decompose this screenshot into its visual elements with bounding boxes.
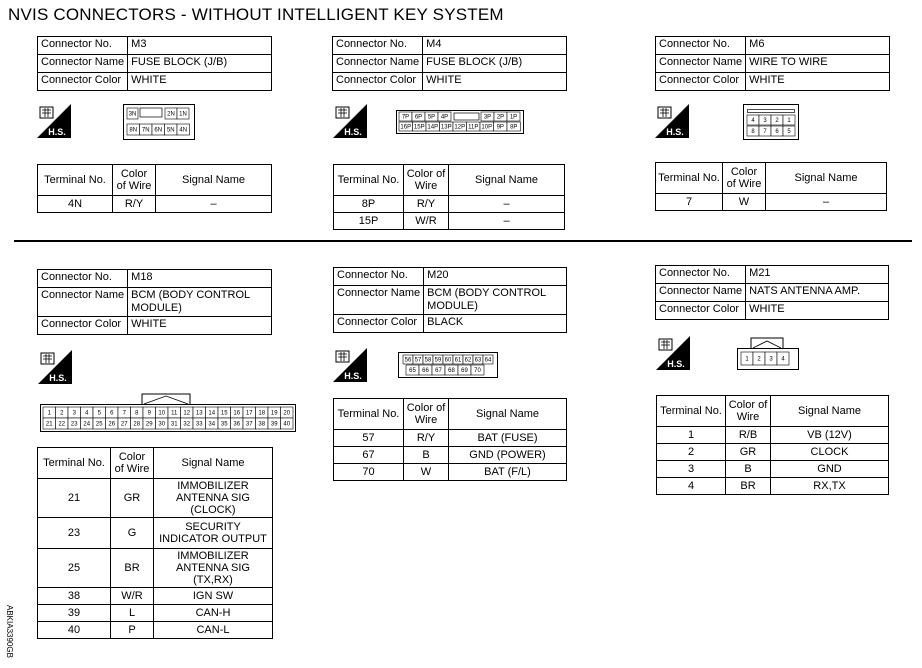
pin-label: 2 [775,118,779,125]
pin-label: 23 [70,421,78,428]
signal-name-cell: – [449,213,565,230]
pin-label: 35 [220,421,228,428]
pin-label: 8 [751,129,755,136]
pin-label: 2N [167,111,175,118]
svg-text:H.S.: H.S. [49,373,67,383]
connector-name-value: NATS ANTENNA AMP. [746,284,889,302]
pin-label: 8P [510,124,518,131]
connector-m21 [655,265,889,320]
table-row [657,478,889,495]
terminal-no-cell: 4N [38,196,113,213]
pin-label: 7P [401,114,410,121]
connector-name-value: WIRE TO WIRE [746,55,890,73]
pin-label: 3 [72,410,76,417]
connector-no-value: M6 [746,37,890,55]
pin-label: 7N [141,127,150,134]
pin-label: 38 [258,421,266,428]
connector-face-m3 [123,104,195,140]
connector-color-label: Connector Color [38,317,128,335]
pin-label: 26 [108,421,116,428]
terminal-no-header: Terminal No. [38,448,111,479]
connector-no-label: Connector No. [38,270,128,288]
signal-name-cell: BAT (FUSE) [449,430,567,447]
connector-no-value: M4 [423,37,567,55]
table-row [334,447,567,464]
signal-name-cell: GND (POWER) [449,447,567,464]
signal-name-cell: CAN-H [154,605,273,622]
terminal-no-cell: 25 [38,549,111,588]
pin-label: 7 [763,129,767,136]
terminal-no-cell: 8P [334,196,404,213]
table-row [657,444,889,461]
connector-no-value: M20 [424,268,567,286]
connector-color-label: Connector Color [656,302,746,320]
connector-color-value: WHITE [746,302,889,320]
wire-color-cell: B [404,447,449,464]
wire-color-cell: P [111,622,154,639]
connector-no-label: Connector No. [656,266,746,284]
pin-label: 32 [183,421,191,428]
pin-label: 59 [434,357,442,364]
connector-face-m18 [40,391,296,433]
pin-label: 6 [775,129,779,136]
pin-label: 11 [171,410,178,417]
pin-label: 13 [195,410,203,417]
connector-face-m4 [396,110,524,134]
connector-color-label: Connector Color [334,315,424,333]
terminal-no-cell: 15P [334,213,404,230]
table-row [38,196,272,213]
pin-label: 20 [283,410,291,417]
pin-label: 64 [484,357,492,364]
pin-label: 2 [757,356,761,363]
pin-label: 15 [220,410,228,417]
pin-label: 57 [414,357,422,364]
connector-m3 [37,36,272,91]
connector-face-m20 [398,352,498,378]
wire-color-cell: GR [726,444,771,461]
terminal-no-cell: 70 [334,464,404,481]
connector-color-value: WHITE [128,73,272,91]
pin-label: 14P [427,124,439,131]
table-row [657,461,889,478]
terminal-no-cell: 23 [38,518,111,549]
signal-name-cell: – [766,194,887,211]
signal-name-cell: CAN-L [154,622,273,639]
pin-label: 18 [258,410,266,417]
terminal-no-cell: 3 [657,461,726,478]
signal-name-header: Signal Name [449,165,565,196]
signal-table-m6 [655,162,887,211]
signal-name-header: Signal Name [154,448,273,479]
terminal-no-cell: 40 [38,622,111,639]
pin-label: 17 [245,410,253,417]
pin-label: 69 [461,368,468,375]
signal-name-cell: VB (12V) [771,427,889,444]
signal-name-cell: – [449,196,565,213]
table-row [38,605,273,622]
pin-label: 10P [481,124,493,131]
wire-color-cell: W [723,194,766,211]
pin-label: 1 [745,356,749,363]
pin-label: 6 [110,410,114,417]
signal-table-m4 [333,164,565,230]
pin-label: 28 [133,421,141,428]
table-row [334,464,567,481]
pin-label: 6N [154,127,163,134]
connector-name-value: FUSE BLOCK (J/B) [423,55,567,73]
pin-label: 4P [440,114,449,121]
hs-harness-side-icon [38,350,72,384]
section-divider [14,240,912,242]
signal-name-header: Signal Name [771,396,889,427]
pin-label: 68 [448,368,455,375]
connector-m18 [37,269,272,335]
signal-name-cell: BAT (F/L) [449,464,567,481]
wire-color-cell: R/Y [404,430,449,447]
wire-color-cell: B [726,461,771,478]
signal-name-cell: SECURITY INDICATOR OUTPUT [154,518,273,549]
connector-name-label: Connector Name [656,284,746,302]
pin-label: 22 [58,421,66,428]
signal-name-cell: IMMOBILIZER ANTENNA SIG (CLOCK) [154,479,273,518]
connector-no-value: M3 [128,37,272,55]
terminal-no-cell: 1 [657,427,726,444]
table-row [38,518,273,549]
color-of-wire-header: Color of Wire [723,163,766,194]
pin-label: 67 [435,368,442,375]
connector-color-label: Connector Color [38,73,128,91]
pin-label: 8 [135,410,139,417]
wire-color-cell: W [404,464,449,481]
pin-label: 2 [60,410,64,417]
hs-harness-side-icon [655,104,689,138]
svg-text:H.S.: H.S. [667,359,685,369]
pin-label: 30 [158,421,166,428]
table-row [656,194,887,211]
pin-label: 39 [270,421,278,428]
table-row [38,622,273,639]
hs-harness-side-icon [37,104,71,138]
connector-name-label: Connector Name [333,55,423,73]
connector-face-m6 [743,104,799,140]
signal-name-cell: RX,TX [771,478,889,495]
pin-label: 61 [454,357,462,364]
pin-label: 6P [414,114,423,121]
wire-color-cell: W/R [404,213,449,230]
connector-no-value: M21 [746,266,889,284]
terminal-no-cell: 39 [38,605,111,622]
pin-label: 21 [45,421,53,428]
pin-label: 29 [145,421,153,428]
pin-label: 16 [233,410,241,417]
pin-label: 4N [179,127,188,134]
wire-color-cell: R/Y [113,196,156,213]
connector-no-label: Connector No. [334,268,424,286]
pin-label: 9 [147,410,151,417]
terminal-no-cell: 4 [657,478,726,495]
pin-label: 15P [413,124,425,131]
pin-label: 36 [233,421,241,428]
pin-label: 4 [751,118,755,125]
color-of-wire-header: Color of Wire [111,448,154,479]
pin-label: 70 [474,368,481,375]
pin-label: 9P [496,124,504,131]
pin-label: 34 [208,421,216,428]
table-row [38,588,273,605]
pin-label: 12 [183,410,191,417]
wire-color-cell: BR [111,549,154,588]
pin-label: 31 [170,421,178,428]
pin-label: 3P [483,114,492,121]
pin-label: 33 [195,421,203,428]
signal-table-m18 [37,447,273,639]
table-row [38,479,273,518]
pin-label: 10 [158,410,166,417]
pin-label: 65 [409,368,416,375]
pin-label: 60 [444,357,452,364]
connector-name-label: Connector Name [334,286,424,315]
pin-label: 63 [474,357,482,364]
pin-label: 13P [440,124,452,131]
connector-color-value: WHITE [423,73,567,91]
table-row [334,213,565,230]
pin-label: 4 [781,356,785,363]
pin-label: 14 [208,410,216,417]
signal-name-header: Signal Name [156,165,272,196]
table-row [334,196,565,213]
connector-name-label: Connector Name [38,55,128,73]
pin-label: 58 [424,357,432,364]
connector-color-value: WHITE [746,73,890,91]
pin-label: 3 [769,356,773,363]
hs-harness-side-icon [333,348,367,382]
connector-face-m21 [737,336,799,370]
pin-label: 16P [400,124,412,131]
connector-no-value: M18 [128,270,272,288]
pin-label: 4 [85,410,89,417]
color-of-wire-header: Color of Wire [113,165,156,196]
pin-label: 1 [47,410,51,417]
wire-color-cell: BR [726,478,771,495]
svg-text:H.S.: H.S. [344,371,362,381]
wire-color-cell: G [111,518,154,549]
pin-label: 40 [283,421,291,428]
terminal-no-header: Terminal No. [656,163,723,194]
pin-label: 5 [97,410,101,417]
signal-name-cell: – [156,196,272,213]
connector-color-label: Connector Color [656,73,746,91]
terminal-no-cell: 21 [38,479,111,518]
wire-color-cell: R/Y [404,196,449,213]
signal-table-m3 [37,164,272,213]
connector-color-value: WHITE [128,317,272,335]
svg-text:H.S.: H.S. [344,127,362,137]
terminal-no-cell: 67 [334,447,404,464]
connector-m4 [332,36,567,91]
table-row [38,549,273,588]
pin-label: 8N [129,127,138,134]
pin-label: 62 [464,357,472,364]
pin-label: 1 [787,118,791,125]
connector-info-table [37,36,272,91]
terminal-no-header: Terminal No. [334,399,404,430]
hs-harness-side-icon [656,336,690,370]
wire-color-cell: GR [111,479,154,518]
wire-color-cell: W/R [111,588,154,605]
color-of-wire-header: Color of Wire [726,396,771,427]
color-of-wire-header: Color of Wire [404,165,449,196]
page-title: NVIS CONNECTORS - WITHOUT INTELLIGENT KEY SYSTEM [8,5,504,24]
wire-color-cell: L [111,605,154,622]
pin-label: 37 [245,421,253,428]
signal-name-cell: GND [771,461,889,478]
pin-label: 7 [122,410,126,417]
pin-label: 27 [120,421,128,428]
pin-label: 1N [179,111,187,118]
pin-label: 24 [83,421,91,428]
connector-name-label: Connector Name [656,55,746,73]
pin-label: 25 [95,421,103,428]
signal-name-header: Signal Name [766,163,887,194]
terminal-no-header: Terminal No. [38,165,113,196]
terminal-no-header: Terminal No. [657,396,726,427]
terminal-no-cell: 57 [334,430,404,447]
connector-name-value: BCM (BODY CONTROL MODULE) [424,286,567,315]
connector-m20 [333,267,567,333]
table-row [657,427,889,444]
terminal-no-cell: 7 [656,194,723,211]
wire-color-cell: R/B [726,427,771,444]
connector-color-label: Connector Color [333,73,423,91]
pin-label: 19 [270,410,278,417]
signal-name-cell: IMMOBILIZER ANTENNA SIG (TX,RX) [154,549,273,588]
terminal-no-cell: 2 [657,444,726,461]
pin-label: 66 [422,368,429,375]
pin-label: 1P [509,114,518,121]
connector-name-value: BCM (BODY CONTROL MODULE) [128,288,272,317]
table-row [334,430,567,447]
pin-label: 5N [166,127,175,134]
pin-label: 3N [128,111,137,118]
connector-no-label: Connector No. [656,37,746,55]
connector-m6 [655,36,890,91]
hs-harness-side-icon [333,104,367,138]
figure-id: ABKIA3390GB [5,605,14,658]
svg-text:H.S.: H.S. [48,127,66,137]
signal-name-header: Signal Name [449,399,567,430]
pin-label: 12P [454,124,466,131]
connector-name-label: Connector Name [38,288,128,317]
pin-label: 11P [468,124,479,131]
pin-label: 56 [404,357,412,364]
pin-label: 3 [763,118,767,125]
terminal-no-header: Terminal No. [334,165,404,196]
connector-color-value: BLACK [424,315,567,333]
pin-label: 2P [496,114,505,121]
signal-table-m20 [333,398,567,481]
pin-label: 5P [427,114,436,121]
svg-text:H.S.: H.S. [666,127,684,137]
terminal-no-cell: 38 [38,588,111,605]
color-of-wire-header: Color of Wire [404,399,449,430]
connector-no-label: Connector No. [38,37,128,55]
signal-table-m21 [656,395,889,495]
pin-label: 5 [787,129,791,136]
connector-no-label: Connector No. [333,37,423,55]
signal-name-cell: CLOCK [771,444,889,461]
connector-name-value: FUSE BLOCK (J/B) [128,55,272,73]
signal-name-cell: IGN SW [154,588,273,605]
